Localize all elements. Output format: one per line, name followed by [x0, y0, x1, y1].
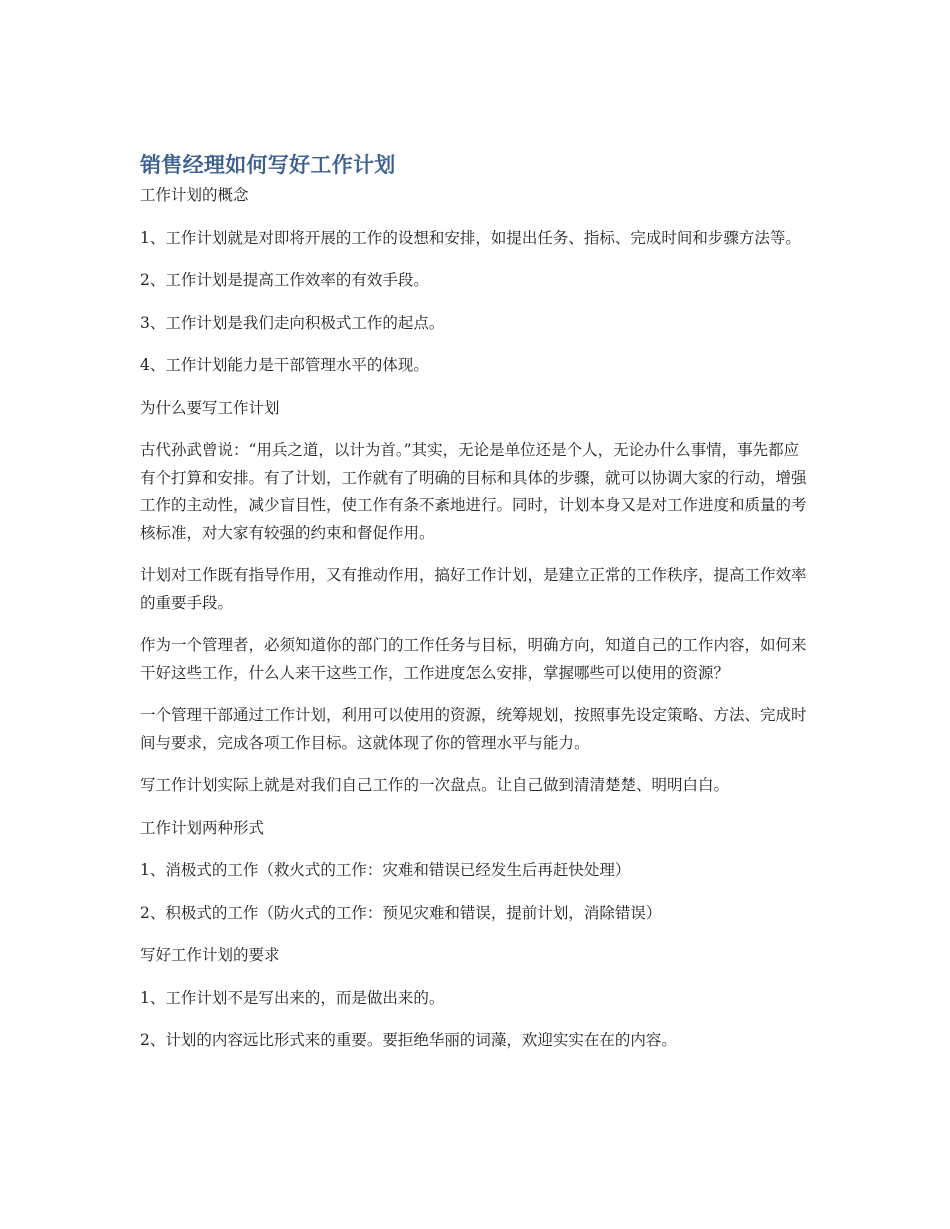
paragraph: 1、消极式的工作（救火式的工作：灾难和错误已经发生后再赶快处理） [140, 861, 631, 879]
paragraph: 古代孙武曾说：“用兵之道，以计为首。”其实，无论是单位还是个人，无论办什么事情，事先都应有个打算和安排。有了计划，工作就有了明确的目标和具体的步骤，就可以协调大家的行动，增强工作的主动性，减少盲目性，使工作有条不紊地进行。同时，计划本身又是对工作进度和质量的考核标准，对大家有较强的约束和督促作用。 [140, 441, 807, 542]
section-heading-requirements: 写好工作计划的要求 [140, 946, 280, 964]
paragraph: 写工作计划实际上就是对我们自己工作的一次盘点。让自己做到清清楚楚、明明白白。 [140, 776, 730, 794]
paragraph: 2、计划的内容远比形式来的重要。要拒绝华丽的词藻，欢迎实实在在的内容。 [140, 1031, 677, 1049]
section-heading-forms: 工作计划两种形式 [140, 818, 265, 837]
paragraph: 2、工作计划是提高工作效率的有效手段。 [140, 271, 429, 289]
document-page [140, 148, 812, 1070]
section-heading-why: 为什么要写工作计划 [140, 398, 280, 417]
paragraph: 1、工作计划就是对即将开展的工作的设想和安排，如提出任务、指标、完成时间和步骤方法等。 [140, 228, 801, 247]
section-heading-concept: 工作计划的概念 [140, 186, 249, 204]
paragraph: 2、积极式的工作（防火式的工作：预见灾难和错误，提前计划，消除错误） [140, 903, 662, 922]
paragraph: 作为一个管理者，必须知道你的部门的工作任务与目标，明确方向，知道自己的工作内容，如何来干好这些工作，什么人来干这些工作，工作进度怎么安排，掌握哪些可以使用的资源？ [140, 636, 807, 682]
paragraph: 4、工作计划能力是干部管理水平的体现。 [140, 356, 429, 374]
paragraph: 1、工作计划不是写出来的，而是做出来的。 [140, 988, 445, 1007]
document-title: 销售经理如何写好工作计划 [140, 153, 396, 177]
paragraph: 一个管理干部通过工作计划，利用可以使用的资源，统筹规划，按照事先设定策略、方法、完成时间与要求，完成各项工作目标。这就体现了你的管理水平与能力。 [140, 706, 807, 752]
paragraph: 计划对工作既有指导作用，又有推动作用，搞好工作计划，是建立正常的工作秩序，提高工作效率的重要手段。 [140, 566, 807, 612]
paragraph: 3、工作计划是我们走向积极式工作的起点。 [140, 313, 445, 332]
